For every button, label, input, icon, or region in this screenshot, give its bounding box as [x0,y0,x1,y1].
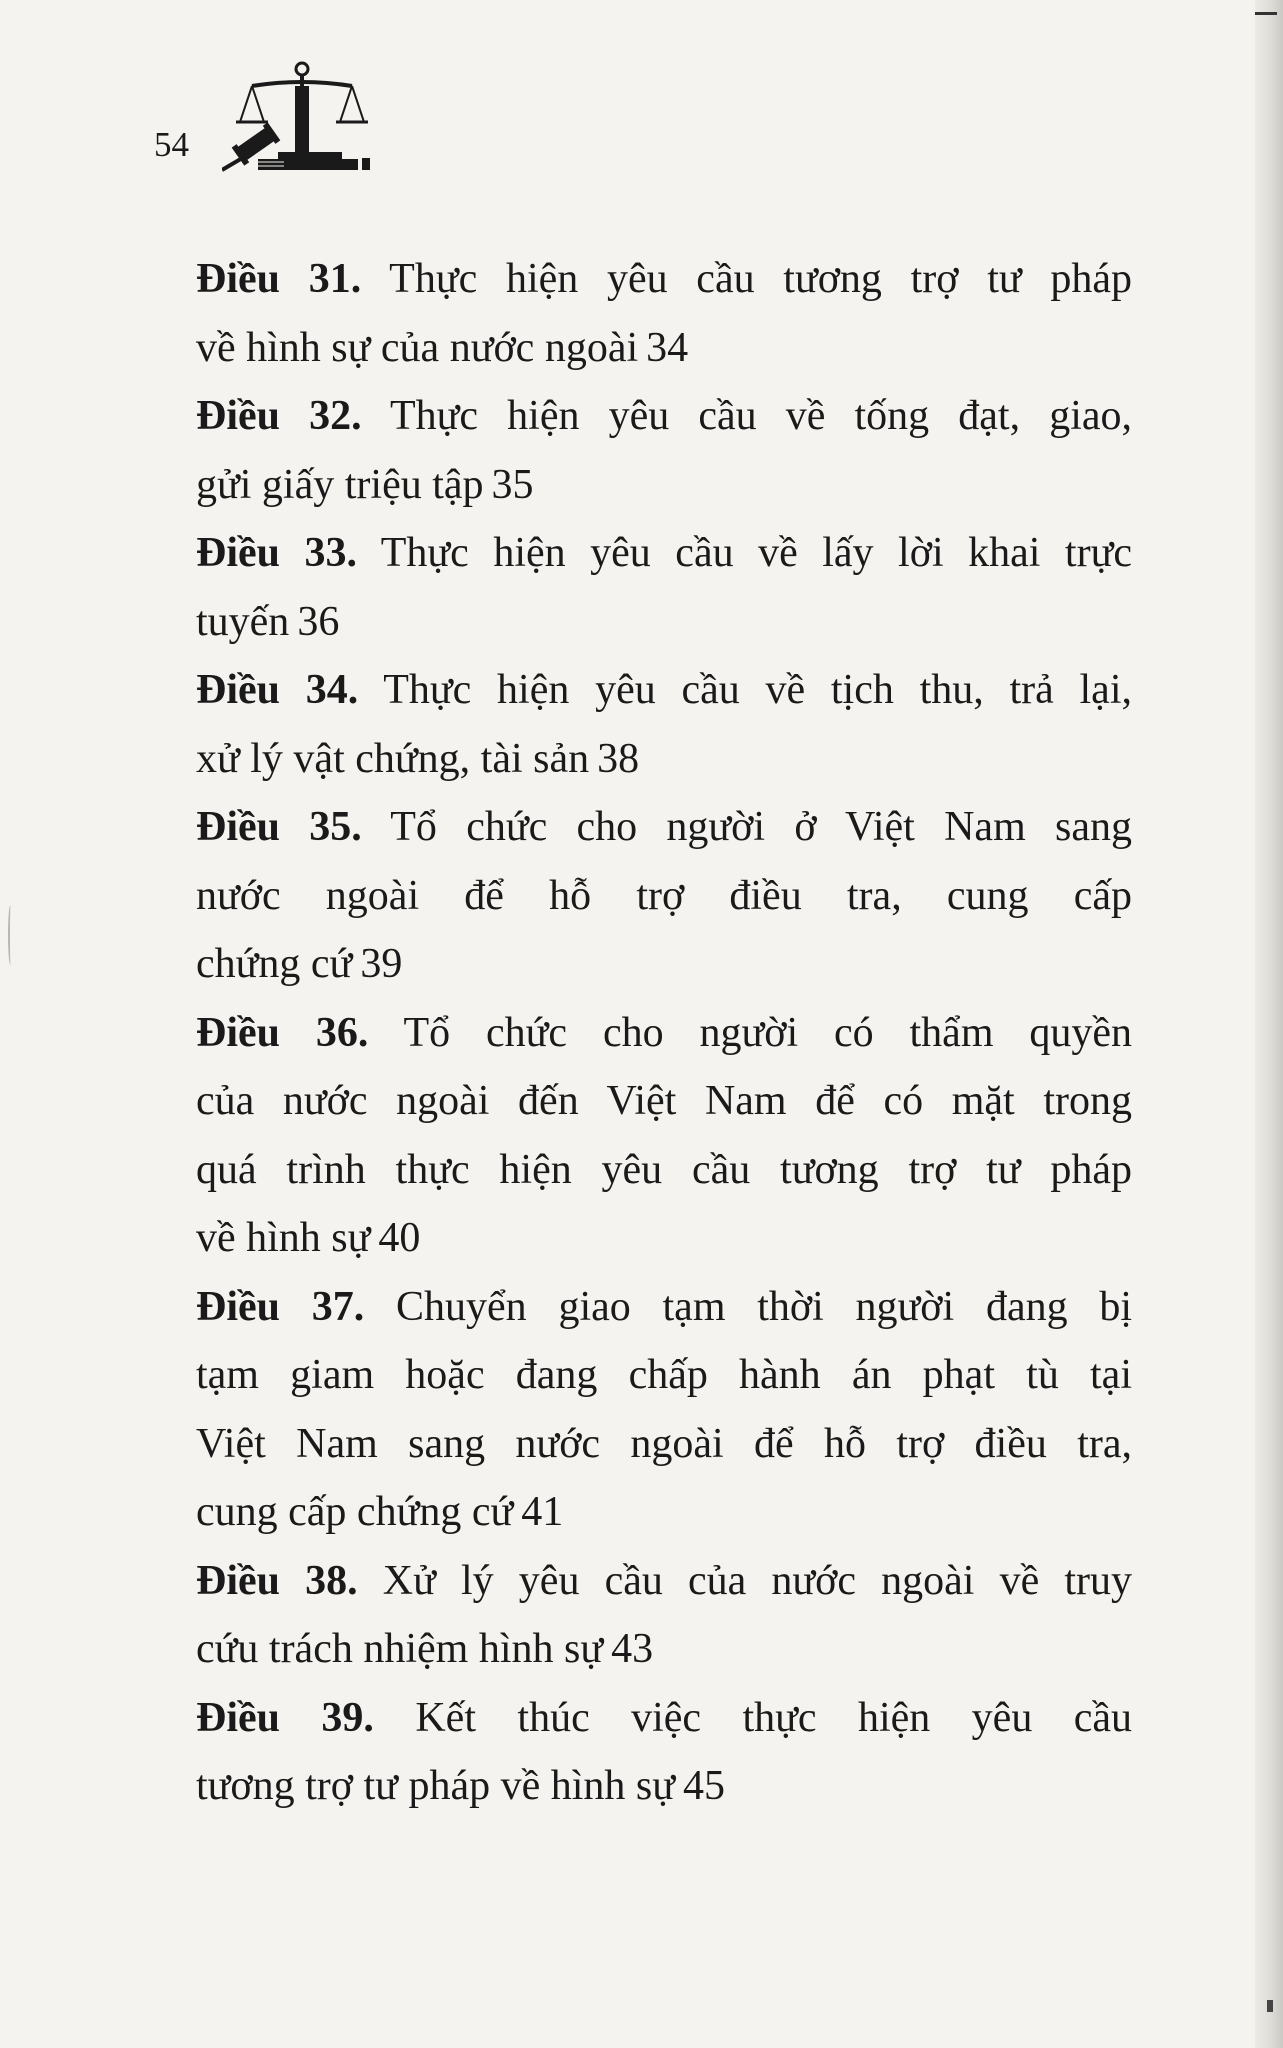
toc-entry-last-line [196,1752,1132,1821]
article-title-text: về hình sự [196,1215,371,1261]
toc-entry-line [196,1410,1132,1479]
article-title-text: tuyến [196,598,290,645]
article-title-text: nước ngoài để hỗ trợ điều tra, cung cấp [196,872,1132,919]
article-title-text: Thực hiện yêu cầu về tịch thu, trả lại, [383,667,1132,713]
toc-entry [196,793,1132,999]
article-label: Điều 34. [196,667,359,713]
toc-page-number: 40 [378,1215,421,1261]
toc-page-number: 36 [297,598,340,645]
edge-mark [1267,2000,1273,2012]
toc-entry [196,1547,1132,1684]
toc-entry-last-line [196,1204,1132,1273]
page-number: 54 [154,125,189,164]
toc-entry [196,382,1132,519]
toc-entry-last-line [196,451,1132,520]
article-title-text: Thực hiện yêu cầu về tống đạt, giao, [389,393,1133,439]
toc-entry [196,245,1132,382]
toc-entry-line [196,1684,1132,1753]
toc-page-number: 45 [683,1763,726,1809]
toc-entry-line [196,1273,1132,1342]
article-label: Điều 39. [196,1694,374,1741]
toc-entry [196,999,1132,1273]
article-title-text: Tổ chức cho người có thẩm quyền [403,1009,1132,1056]
article-title-text: gửi giấy triệu tập [196,461,484,508]
toc-entry-line [196,862,1132,931]
toc-entry [196,1273,1132,1547]
article-title-text: của nước ngoài đến Việt Nam để có mặt trong [196,1078,1132,1124]
scales-of-justice-icon [222,60,382,172]
article-title-text: về hình sự của nước ngoài [196,324,639,371]
toc-entry [196,1684,1132,1821]
toc-page-number: 38 [597,735,640,782]
toc-entry-line [196,1547,1132,1616]
toc-entry [196,519,1132,656]
edge-mark [1255,12,1277,15]
article-title-text: tương trợ tư pháp về hình sự [196,1763,676,1809]
toc-page-number: 35 [491,461,534,508]
article-label: Điều 32. [196,393,362,439]
toc-entry-last-line [196,314,1132,383]
toc-entry [196,656,1132,793]
article-label: Điều 36. [196,1009,369,1056]
toc-entry-line [196,382,1132,451]
article-title-text: xử lý vật chứng, tài sản [196,735,590,782]
toc-page-number: 43 [611,1626,654,1672]
toc-entry-line [196,1341,1132,1410]
toc-entry-line [196,793,1132,862]
article-title-text: cứu trách nhiệm hình sự [196,1626,604,1672]
article-title-text: Tổ chức cho người ở Việt Nam sang [390,804,1132,850]
toc-entry-last-line [196,588,1132,657]
toc-entry-last-line [196,1478,1132,1547]
article-title-text: Việt Nam sang nước ngoài để hỗ trợ điều tra, [196,1420,1132,1467]
toc-entry-line [196,1067,1132,1136]
article-label: Điều 38. [196,1557,358,1604]
article-label: Điều 31. [196,256,362,302]
toc-entry-last-line [196,1615,1132,1684]
article-label: Điều 33. [196,530,358,576]
toc-entry-line [196,245,1132,314]
article-title-text: Thực hiện yêu cầu tương trợ tư pháp [389,256,1132,302]
page-edge [1255,0,1283,2048]
article-label: Điều 37. [196,1283,365,1330]
toc-page-number: 41 [521,1489,564,1535]
toc-entry-last-line [196,930,1132,999]
toc-entry-last-line [196,725,1132,794]
toc-entry-line [196,1136,1132,1205]
toc-entry-line [196,999,1132,1068]
toc-page-number: 34 [646,324,689,371]
article-title-text: quá trình thực hiện yêu cầu tương trợ tư pháp [196,1146,1132,1193]
scan-artifact [8,905,13,965]
article-title-text: Xử lý yêu cầu của nước ngoài về truy [382,1557,1133,1604]
toc-entry-line [196,656,1132,725]
article-title-text: tạm giam hoặc đang chấp hành án phạt tù tại [196,1352,1132,1398]
article-title-text: Thực hiện yêu cầu về lấy lời khai trực [380,530,1132,576]
article-title-text: Kết thúc việc thực hiện yêu cầu [415,1694,1133,1741]
article-label: Điều 35. [196,804,362,850]
article-title-text: cung cấp chứng cứ [196,1489,514,1535]
toc-entry-line [196,519,1132,588]
table-of-contents [196,245,1132,1821]
article-title-text: Chuyển giao tạm thời người đang bị [396,1283,1133,1330]
toc-page-number: 39 [360,941,403,987]
article-title-text: chứng cứ [196,941,353,987]
